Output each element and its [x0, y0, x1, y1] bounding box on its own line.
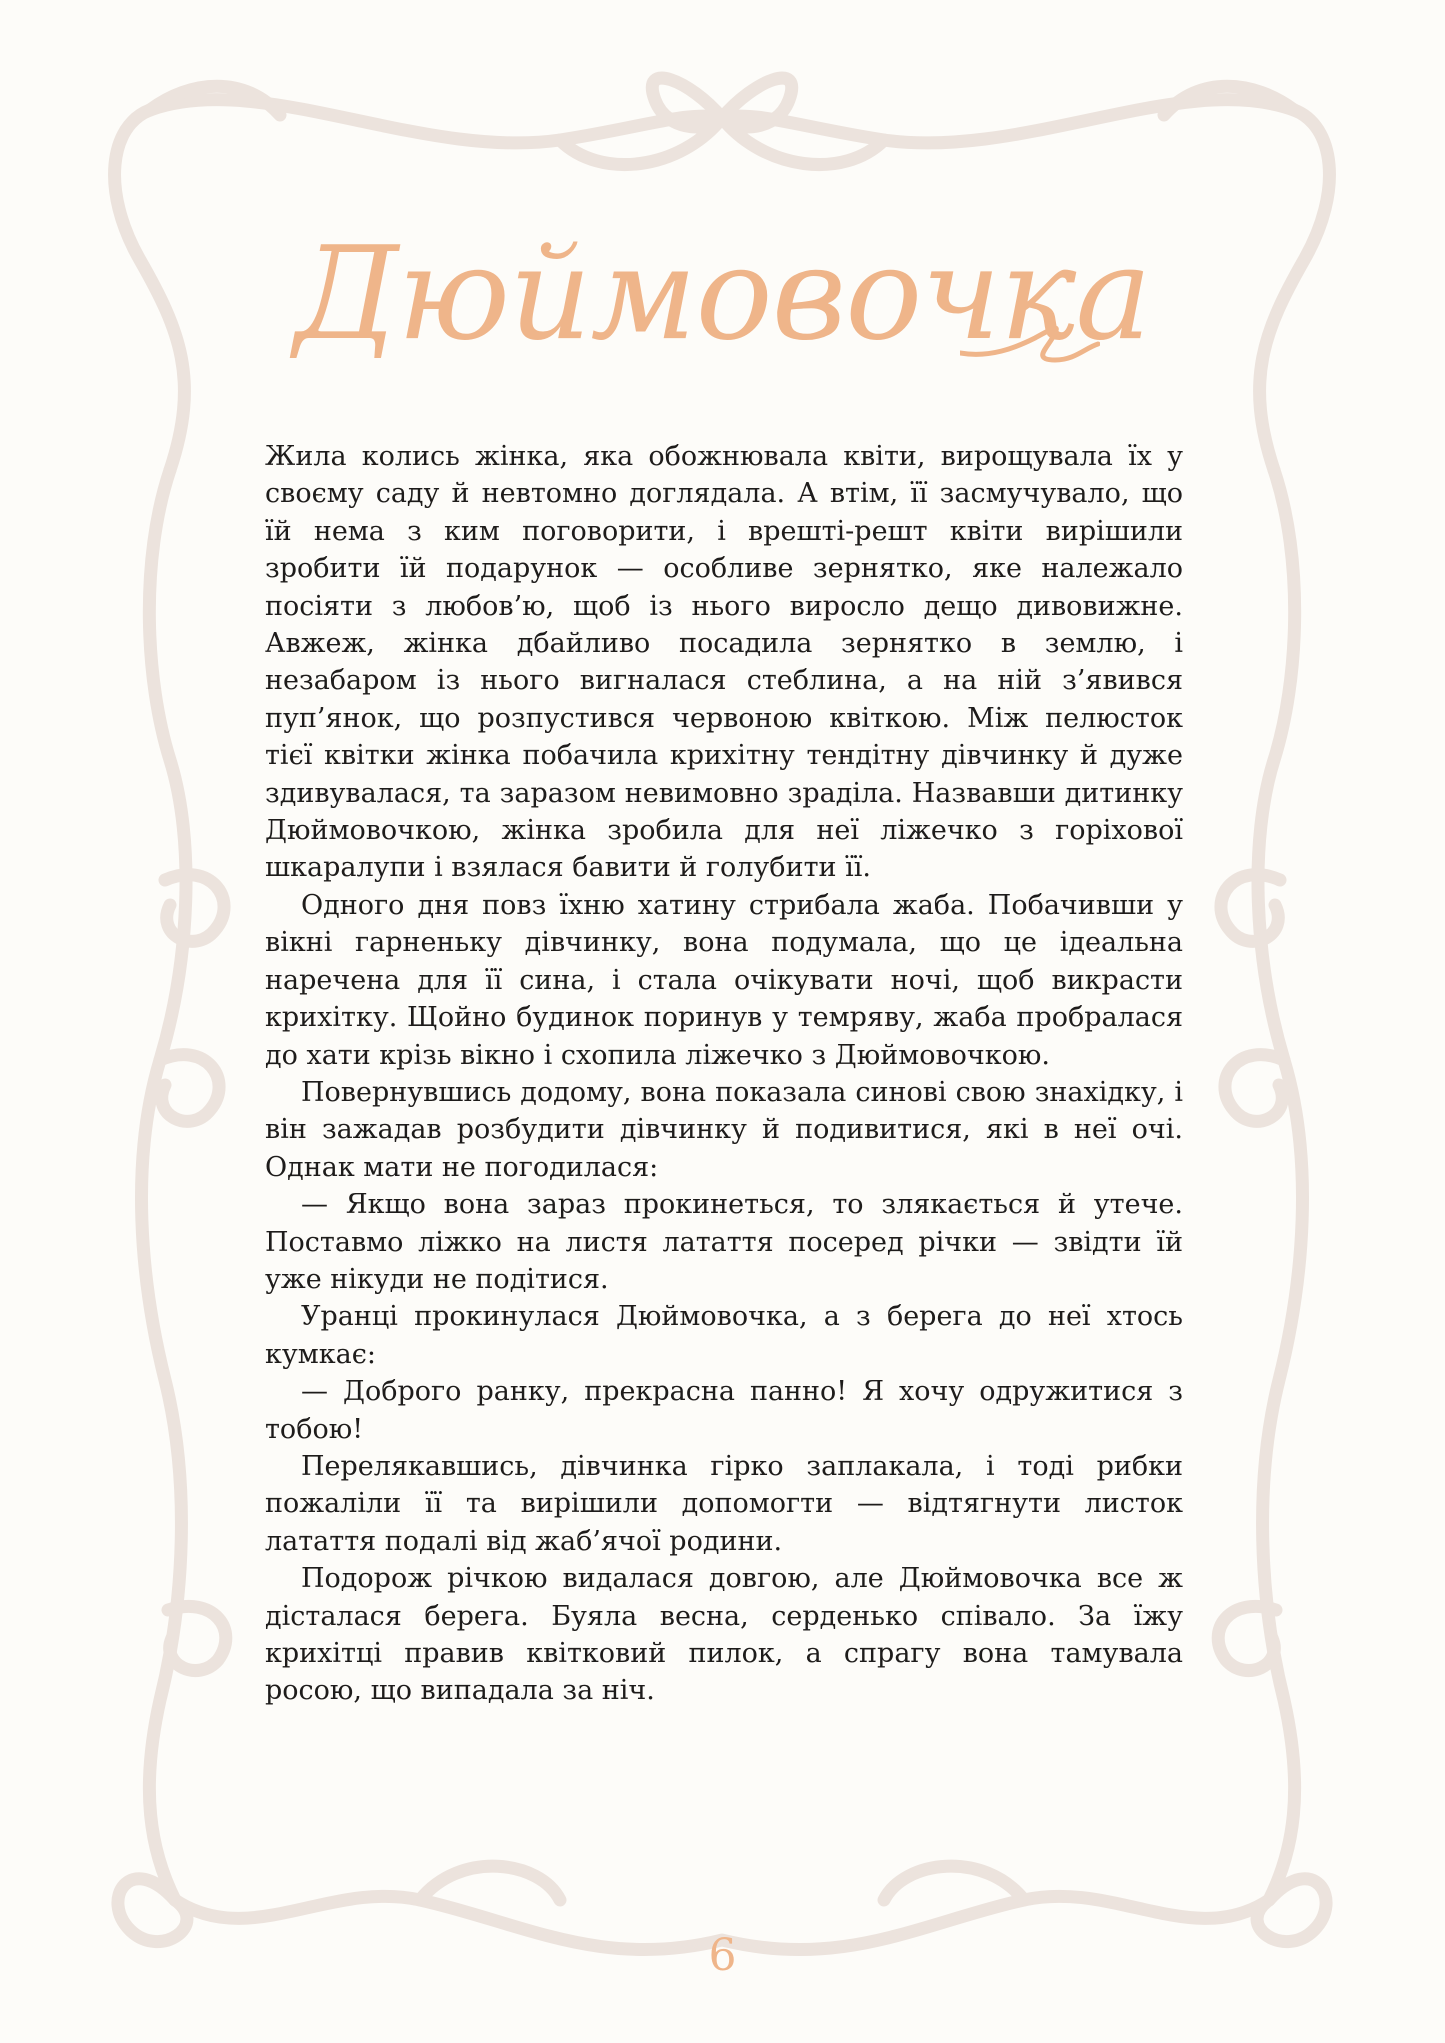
story-paragraph: Одного дня повз їхню хатину стрибала жаба. Побачивши у вікні гарненьку дівчинку, вона подумала, що це ідеальна наречена для її сина, і стала очікувати ночі, щоб викрасти крихітку. Щойно будинок поринув у темряву, жаба пробралася до хати крізь вікно і схопила ліжечко з Дюймовочкою.: [265, 889, 1183, 1071]
story-paragraph: — Доброго ранку, прекрасна панно! Я хочу одружитися з тобою!: [265, 1376, 1183, 1445]
story-paragraph: — Якщо вона зараз прокинеться, то злякається й утече. Поставмо ліжко на листя латаття посеред річки — звідти їй уже нікуди не подітися.: [265, 1189, 1183, 1295]
story-paragraph: Жила колись жінка, яка обожнювала квіти, вирощувала їх у своєму саду й невтомно доглядала. А втім, її засмучувало, що їй нема з ким поговорити, і врешті-решт квіти вирішили зробити їй подарунок — особливе зернятко, яке належало посіяти з любов’ю, щоб із нього виросло дещо дивовижне. Авжеж, жінка дбайливо посадила зернятко в землю, і незабаром із нього вигналася стеблина, а на ній з’явився пуп’янок, що розпустився червоною квіткою. Між пелюсток тієї квітки жінка побачила крихітну тендітну дівчинку й дуже здивувалася, та заразом невимовно зраділа. Назвавши дитинку Дюймовочкою, жінка зробила для неї ліжечко з горіхової шкаралупи і взялася бавити й голубити її.: [265, 441, 1183, 884]
story-paragraph: Перелякавшись, дівчинка гірко заплакала, і тоді рибки пожаліли її та вирішили допомогти — відтягнути листок латаття подалі від жаб’ячої родини.: [265, 1450, 1183, 1557]
story-title: Дюймовочка: [294, 220, 1151, 369]
story-paragraph: Подорож річкою видалася довгою, але Дюймовочка все ж дісталася берега. Буяла весна, серденько співало. За їжу крихітці правив квітковий пилок, а спрагу вона тамувала росою, що випадала за ніч.: [265, 1563, 1183, 1707]
story-paragraph: Повернувшись додому, вона показала синові свою знахідку, і він зажадав розбудити дівчинку й подивитися, які в неї очі. Однак мати не погодилася:: [265, 1076, 1183, 1183]
title-flourish-decoration: [960, 318, 1100, 368]
story-text: [265, 438, 1183, 1710]
page-number: 6: [708, 1930, 737, 1981]
story-paragraph: Уранці прокинулася Дюймовочка, а з берега до неї хтось кумкає:: [265, 1301, 1183, 1370]
